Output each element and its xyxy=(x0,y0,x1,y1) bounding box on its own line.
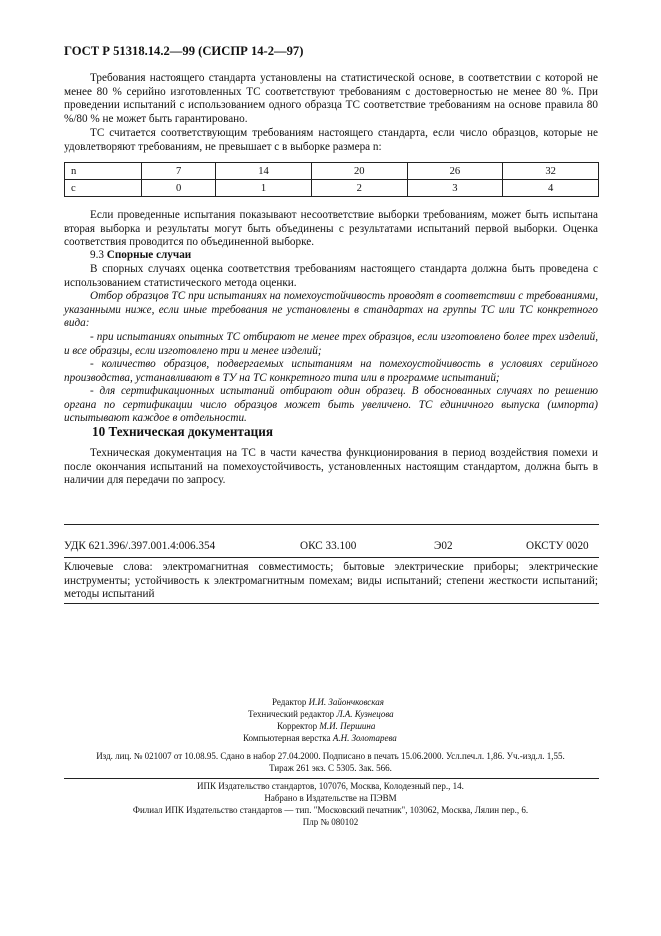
imprint-circulation-line: Тираж 261 экз. С 5305. Зак. 566. xyxy=(269,763,392,773)
imprint-printer-line: Филиал ИПК Издательство стандартов — тип. "Московский печатник", 103062, Москва, Лялин пер., 6. xyxy=(132,805,529,815)
subsection-number: 9.3 xyxy=(90,249,104,261)
corrector-label: Корректор xyxy=(277,721,318,731)
table-cell: 1 xyxy=(216,180,312,197)
corrector-line xyxy=(277,721,375,731)
table-cell: 32 xyxy=(503,163,599,180)
paragraph-conformity-condition: ТС считается соответствующим требованиям настоящего стандарта, если число образцов, которые не удовлетворяют требованиям, не превышает с в выборке размера n: xyxy=(64,127,598,153)
layout-name: А.Н. Золотарева xyxy=(332,733,397,743)
divider-middle xyxy=(64,557,599,558)
table-cell: 7 xyxy=(142,163,216,180)
tech-editor-name: Л.А. Кузнецова xyxy=(336,709,394,719)
okstu-code: ОКСТУ 0020 xyxy=(526,540,589,552)
tech-editor-line xyxy=(248,709,394,719)
imprint-publisher-line: ИПК Издательство стандартов, 107076, Москва, Колодезный пер., 14. xyxy=(197,781,464,791)
paragraph-serial-production: - количество образцов, подвергаемых испытаниям на помехоустойчивость в условиях серийного производства, устанавливают в ТУ на ТС конкретного типа или в программе испытаний; xyxy=(64,358,598,384)
imprint-divider xyxy=(64,778,599,779)
table-cell: 20 xyxy=(311,163,407,180)
layout-line xyxy=(243,733,397,743)
subsection-title: Спорные случаи xyxy=(106,249,192,261)
layout-label: Компьютерная верстка xyxy=(243,733,331,743)
table-row-c xyxy=(65,180,599,197)
table-cell: n xyxy=(65,163,142,180)
divider-bottom xyxy=(64,603,599,604)
imprint-plr-line: Плр № 080102 xyxy=(302,817,359,827)
subsection-9-3-heading xyxy=(64,249,598,263)
paragraph-technical-documentation: Техническая документация на ТС в части качества функционирования в период воздействия помехи и после окончания испытаний на помехоустойчивость, установленных настоящим стандартом, должна быть в наличии для передачи по запросу. xyxy=(64,447,598,487)
paragraph-certification: - для сертификационных испытаний отбирают один образец. В обоснованных случаях по решению органа по сертификации число образцов может быть увеличено. ТС единичного выпуска (импорта) испытывают каждое в отдельности. xyxy=(64,385,598,425)
imprint-license-line: Изд. лиц. № 021007 от 10.08.95. Сдано в набор 27.04.2000. Подписано в печать 15.06.2000. Усл.печ.л. 1,86. Уч.-изд.л. 1,55. xyxy=(96,751,565,761)
e-code: Э02 xyxy=(434,540,453,552)
oks-code: ОКС 33.100 xyxy=(300,540,357,552)
divider-top xyxy=(64,524,599,525)
section-10-title: 10 Техническая документация xyxy=(92,424,273,439)
paragraph-second-sample: Если проведенные испытания показывают несоответствие выборки требованиям, может быть испытана вторая выборка и результаты могут быть объединены с результатами испытаний первой выборки. Оценка соответствия проводится по объединенной выборке. xyxy=(64,209,598,249)
editor-name: И.И. Зайончковская xyxy=(308,697,384,707)
editor-label: Редактор xyxy=(272,697,307,707)
table-cell: 14 xyxy=(216,163,312,180)
table-cell: 3 xyxy=(407,180,503,197)
tech-editor-label: Технический редактор xyxy=(248,709,335,719)
imprint-typeset-line: Набрано в Издательстве на ПЭВМ xyxy=(264,793,397,803)
table-cell: 26 xyxy=(407,163,503,180)
page-header-title: ГОСТ Р 51318.14.2—99 (СИСПР 14-2—97) xyxy=(64,44,304,58)
keywords: Ключевые слова: электромагнитная совместимость; бытовые электрические приборы; электрические инструменты; устойчивость к электромагнитным помехам; виды испытаний; степени жесткости испытаний; методы испытаний xyxy=(64,561,598,601)
paragraph-sampling: Отбор образцов ТС при испытаниях на помехоустойчивость проводят в соответствии с требованиями, указанными ниже, если иные требования не установлены в стандартах на группы ТС или ТС конкретного вида: xyxy=(64,290,598,330)
paragraph-prototype-samples: - при испытаниях опытных ТС отбирают не менее трех образцов, если изготовлено более трех изделий, и все образцы, если изготовлено три и менее изделий; xyxy=(64,331,598,357)
table-cell: c xyxy=(65,180,142,197)
paragraph-statistical-basis: Требования настоящего стандарта установлены на статистической основе, в соответствии с которой не менее 80 % серийно изготовленных ТС соответствуют требованиям с достоверностью не менее 80 %. При проведении испытаний с использованием одного образца ТС соответствие требованиям на основе правила 80 %/80 % не может быть гарантировано. xyxy=(64,72,598,125)
table-cell: 2 xyxy=(311,180,407,197)
paragraph-disputed-cases: В спорных случаях оценка соответствия требованиям настоящего стандарта должна быть проведена с использованием статистического метода оценки. xyxy=(64,263,598,289)
editor-line xyxy=(272,697,384,707)
table-cell: 0 xyxy=(142,180,216,197)
sample-size-table xyxy=(64,162,599,197)
table-cell: 4 xyxy=(503,180,599,197)
table-row-n xyxy=(65,163,599,180)
corrector-name: М.И. Першина xyxy=(319,721,376,731)
udk-code: УДК 621.396/.397.001.4:006.354 xyxy=(64,540,216,552)
